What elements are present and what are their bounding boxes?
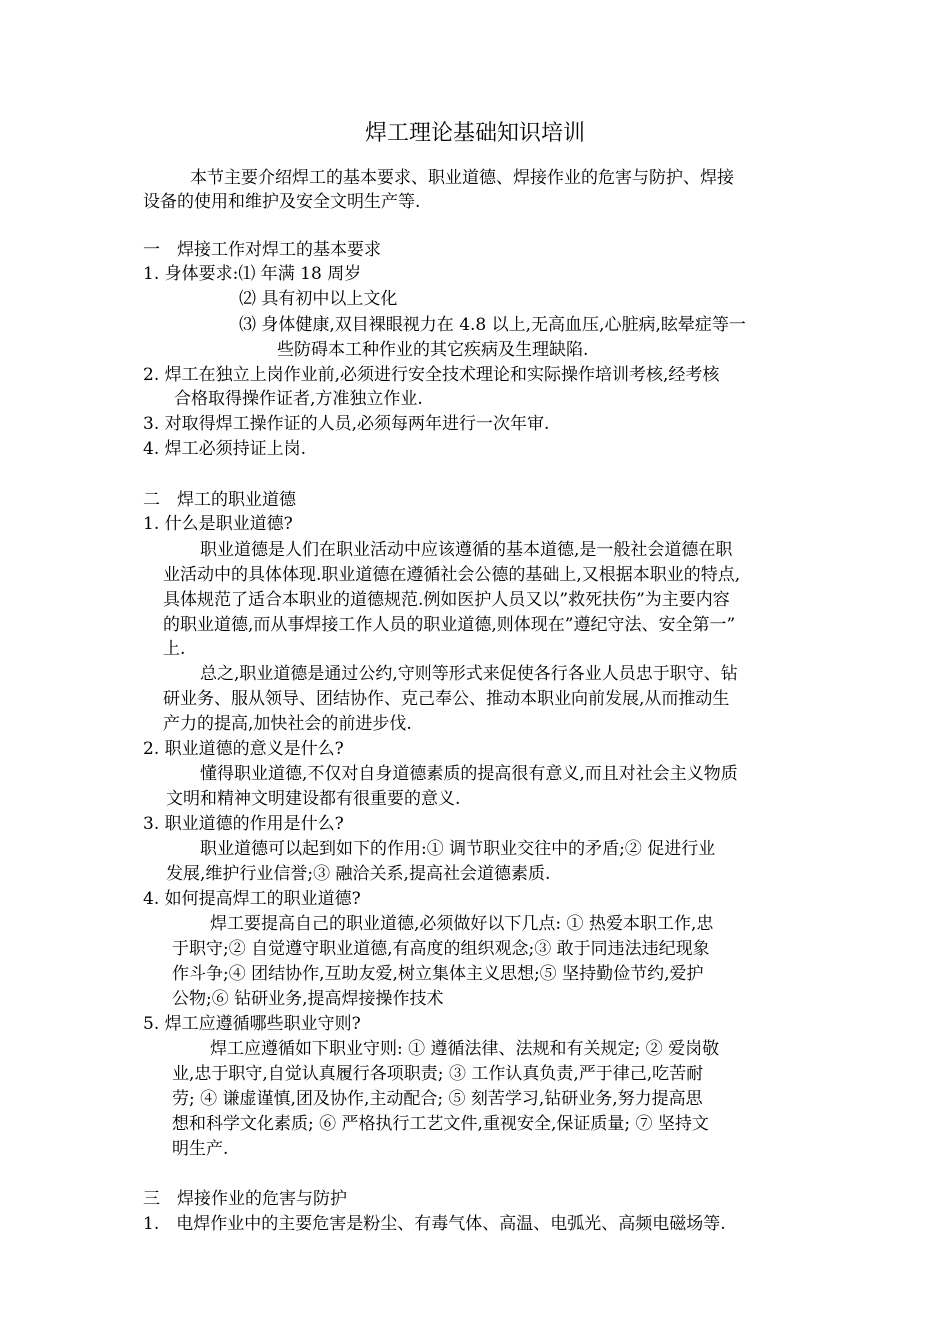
s2-answer-4-line-1: 焊工要提高自己的职业道德,必须做好以下几点: ① 热爱本职工作,忠	[210, 914, 714, 934]
s3-item1: 1. 电焊作业中的主要危害是粉尘、有毒气体、高温、电弧光、高频电磁场等.	[143, 1214, 726, 1234]
s1-item1-line-3: ⑶ 身体健康,双目裸眼视力在 4.8 以上,无高血压,心脏病,眩晕症等一	[239, 315, 746, 335]
section-1-heading: 一 焊接工作对焊工的基本要求	[143, 240, 381, 260]
s2-answer-3-line-2: 发展,维护行业信誉;③ 融洽关系,提高社会道德素质.	[166, 864, 551, 884]
s2-answer-1-line-4: 的职业道德,而从事焊接工作人员的职业道德,则体现在”遵纪守法、安全第一”	[163, 615, 736, 635]
s2-answer-4-line-4: 公物;⑥ 钻研业务,提高焊接操作技术	[172, 989, 444, 1009]
s2-answer-1b-line-2: 研业务、服从领导、团结协作、克己奉公、推动本职业向前发展,从而推动生	[163, 689, 730, 709]
s2-answer-1b-line-3: 产力的提高,加快社会的前进步伐.	[163, 714, 412, 734]
s2-answer-4-line-3: 作斗争;④ 团结协作,互助友爱,树立集体主义思想;⑤ 坚持勤俭节约,爱护	[172, 964, 704, 984]
s1-item1-line-4: 些防碍本工种作业的其它疾病及生理缺陷.	[277, 340, 589, 360]
section-3-heading: 三 焊接作业的危害与防护	[143, 1189, 347, 1209]
s1-item4: 4. 焊工必须持证上岗.	[143, 439, 307, 459]
s2-question-1: 1. 什么是职业道德?	[143, 514, 293, 534]
s1-item1-line-1: 1. 身体要求:⑴ 年满 18 周岁	[143, 264, 362, 284]
intro-line-1: 本节主要介绍焊工的基本要求、职业道德、焊接作业的危害与防护、焊接	[190, 168, 734, 188]
s1-item2-line-1: 2. 焊工在独立上岗作业前,必须进行安全技术理论和实际操作培训考核,经考核	[143, 365, 720, 385]
section-2-heading: 二 焊工的职业道德	[143, 490, 296, 510]
s2-answer-5-line-5: 明生产.	[172, 1139, 229, 1159]
s2-answer-1b-line-1: 总之,职业道德是通过公约,守则等形式来促使各行各业人员忠于职守、钻	[200, 664, 738, 684]
s2-question-2: 2. 职业道德的意义是什么?	[143, 739, 344, 759]
s2-answer-1-line-5: 上.	[163, 639, 186, 659]
s2-answer-1-line-3: 具体规范了适合本职业的道德规范.例如医护人员又以”救死扶伤”为主要内容	[163, 590, 730, 610]
s2-answer-4-line-2: 于职守;② 自觉遵守职业道德,有高度的组织观念;③ 敢于同违法违纪现象	[172, 939, 710, 959]
s1-item1-line-2: ⑵ 具有初中以上文化	[239, 289, 398, 309]
s1-item2-line-2: 合格取得操作证者,方准独立作业.	[174, 389, 423, 409]
s2-answer-5-line-1: 焊工应遵循如下职业守则: ① 遵循法律、法规和有关规定; ② 爱岗敬	[210, 1039, 720, 1059]
s2-answer-5-line-2: 业,忠于职守,自觉认真履行各项职责; ③ 工作认真负责,严于律己,吃苦耐	[172, 1064, 704, 1084]
s2-question-4: 4. 如何提高焊工的职业道德?	[143, 889, 361, 909]
s2-question-5: 5. 焊工应遵循哪些职业守则?	[143, 1014, 361, 1034]
s2-answer-5-line-3: 劳; ④ 谦虚谨慎,团及协作,主动配合; ⑤ 刻苦学习,钻研业务,努力提高思	[172, 1089, 703, 1109]
s2-answer-2-line-2: 文明和精神文明建设都有很重要的意义.	[166, 789, 461, 809]
intro-line-2: 设备的使用和维护及安全文明生产等.	[143, 192, 421, 212]
s2-answer-1-line-2: 业活动中的具体体现.职业道德在遵循社会公德的基础上,又根据本职业的特点,	[163, 565, 741, 585]
document-title: 焊工理论基础知识培训	[364, 121, 585, 146]
s1-item3: 3. 对取得焊工操作证的人员,必须每两年进行一次年审.	[143, 414, 550, 434]
s2-answer-2-line-1: 懂得职业道德,不仅对自身道德素质的提高很有意义,而且对社会主义物质	[200, 764, 738, 784]
s2-answer-1-line-1: 职业道德是人们在职业活动中应该遵循的基本道德,是一般社会道德在职	[200, 540, 733, 560]
s2-question-3: 3. 职业道德的作用是什么?	[143, 814, 344, 834]
s2-answer-5-line-4: 想和科学文化素质; ⑥ 严格执行工艺文件,重视安全,保证质量; ⑦ 坚持文	[172, 1114, 709, 1134]
s2-answer-3-line-1: 职业道德可以起到如下的作用:① 调节职业交往中的矛盾;② 促进行业	[200, 839, 716, 859]
